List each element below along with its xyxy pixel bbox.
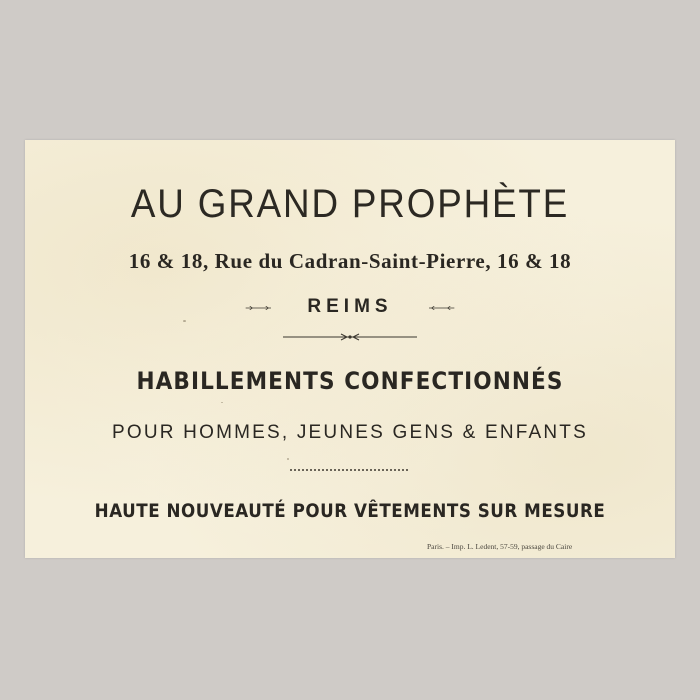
trade-card <box>25 140 675 558</box>
right-flourish-icon <box>421 306 461 310</box>
paper-speck <box>183 320 186 322</box>
dotted-divider <box>290 469 408 471</box>
shop-address: 16 & 18, Rue du Cadran-Saint-Pierre, 16 & 18 <box>128 249 572 273</box>
city-row <box>25 296 675 320</box>
paper-speck <box>287 458 289 460</box>
paper-speck <box>221 402 223 403</box>
category-heading: HABILLEMENTS CONFECTIONNÉS <box>136 367 564 395</box>
printer-imprint: Paris. – Imp. L. Ledent, 57-59, passage du Caire <box>427 542 573 551</box>
specialty-line: HAUTE NOUVEAUTÉ POUR VÊTEMENTS SUR MESURE <box>94 500 606 522</box>
left-flourish-icon <box>239 306 279 310</box>
city-name: REIMS <box>307 296 393 317</box>
ornamental-divider-icon <box>283 333 417 341</box>
shop-name: AU GRAND PROPHÈTE <box>130 182 570 226</box>
audience-line: POUR HOMMES, JEUNES GENS & ENFANTS <box>112 422 588 443</box>
